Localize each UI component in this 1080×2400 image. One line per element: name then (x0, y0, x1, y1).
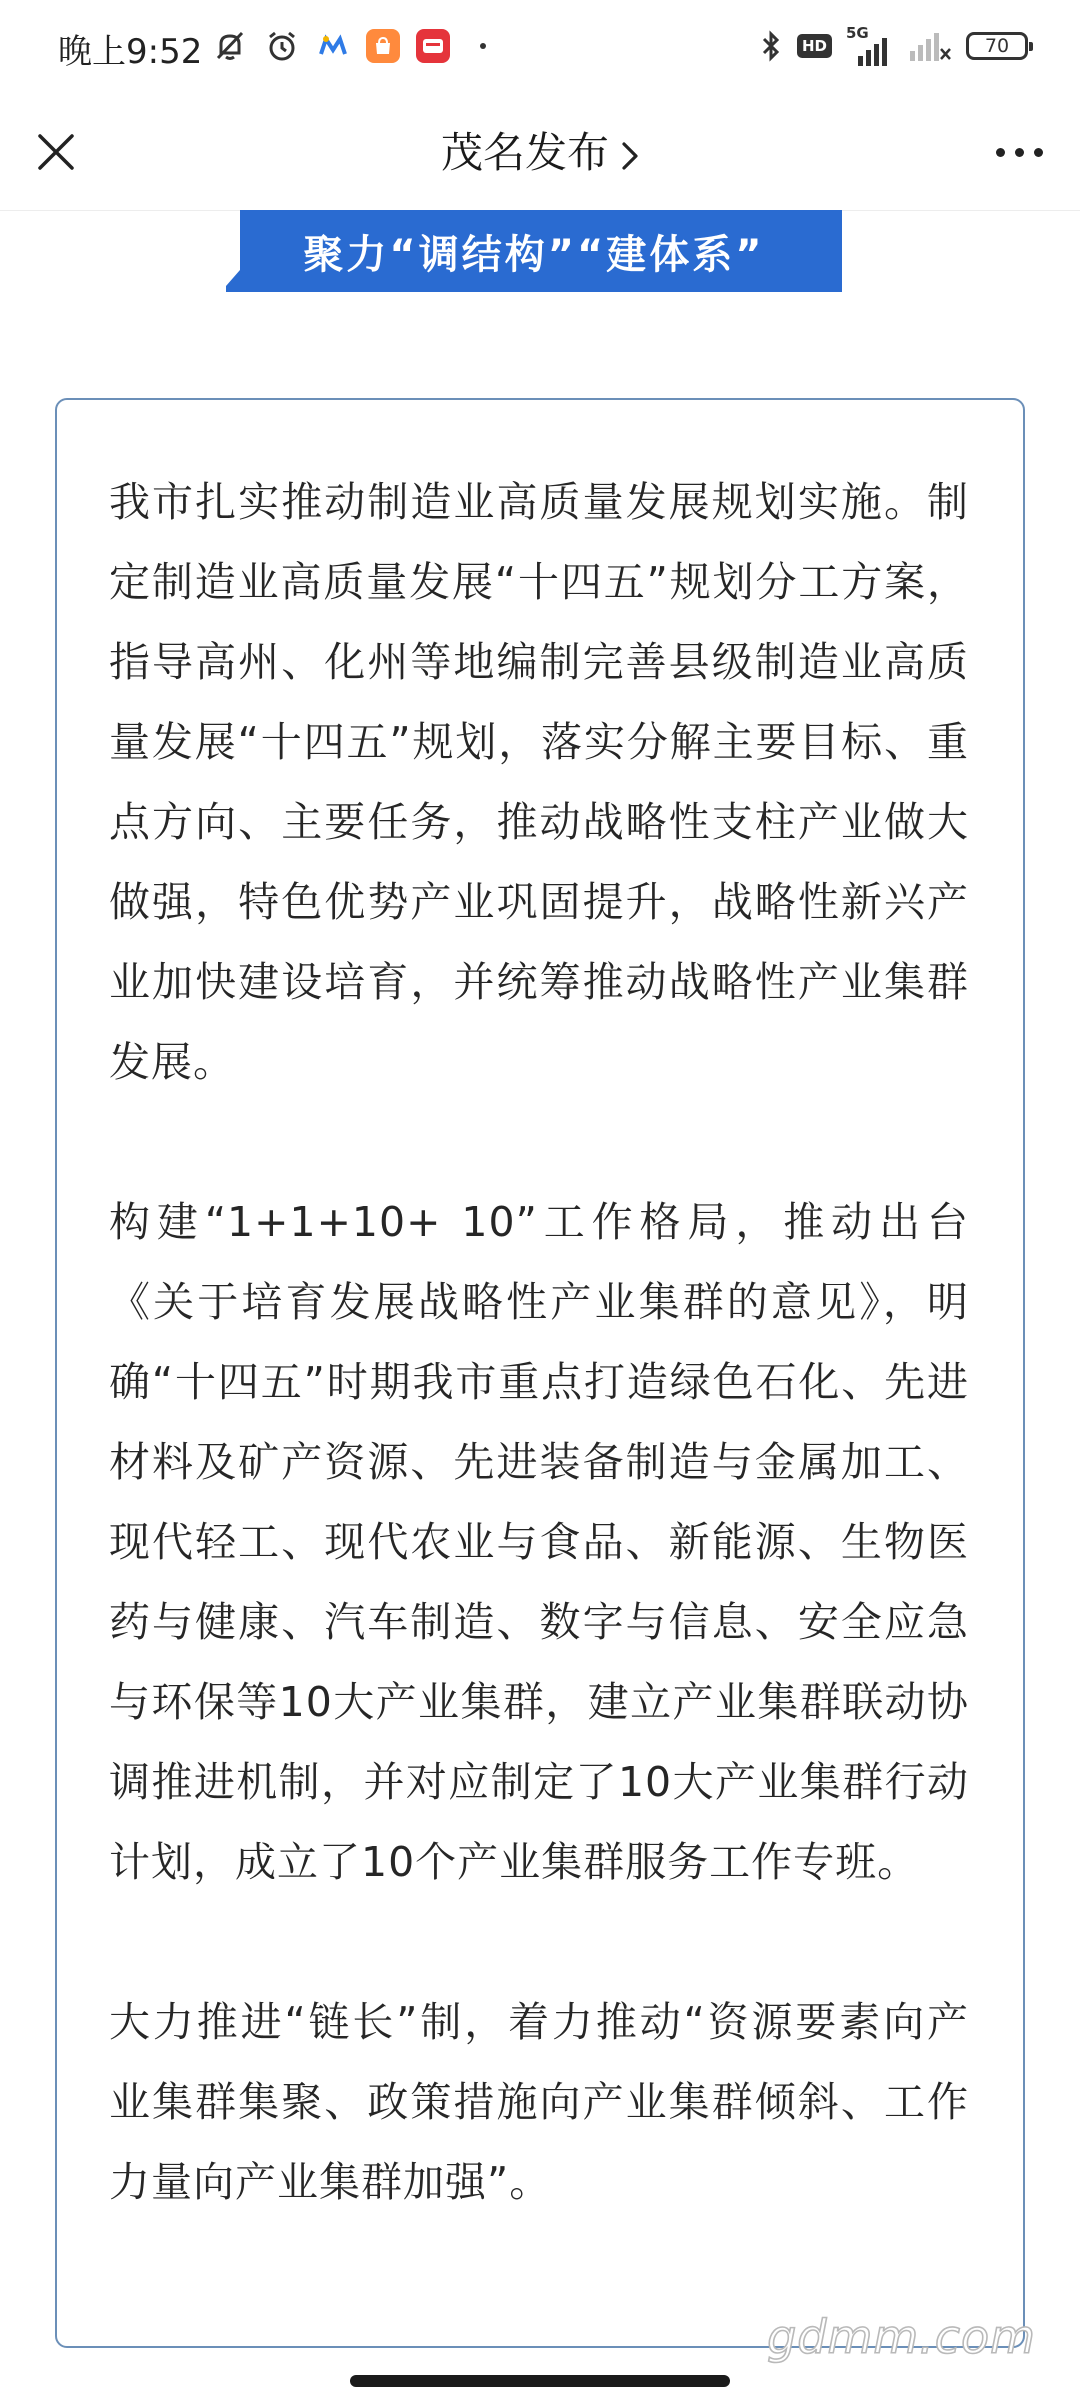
more-options-button[interactable] (984, 126, 1054, 178)
more-dot-icon (1034, 148, 1043, 157)
m-app-icon (316, 29, 350, 63)
news-app-icon (416, 29, 450, 63)
hd-badge: HD (797, 34, 832, 58)
network-type-label: 5G (846, 24, 869, 42)
section-banner (226, 210, 842, 292)
battery-level: 70 (984, 35, 1010, 57)
article-card (55, 398, 1025, 2348)
shopping-app-icon (366, 29, 400, 63)
article-paragraph-3: 大力推进“链长”制，着力推动“资源要素向产业集群集聚、政策措施向产业集群倾斜、工作力量向产业集群加强”。 (109, 1998, 969, 2206)
signal-bars-icon (848, 38, 894, 66)
home-indicator[interactable] (350, 2375, 730, 2387)
more-dot-icon (996, 148, 1005, 157)
watermark: gdmm.com (767, 2310, 1036, 2364)
nav-bar (0, 96, 1080, 211)
mute-bell-icon (212, 28, 248, 64)
article-paragraph-1: 我市扎实推动制造业高质量发展规划实施。制定制造业高质量发展“十四五”规划分工方案，指导高州、化州等地编制完善县级制造业高质量发展“十四五”规划，落实分解主要目标、重点方向、主要任务，推动战略性支柱产业做大做强，特色优势产业巩固提升，战略性新兴产业加快建设培育，并统筹推动战略性产业集群发展。 (109, 478, 969, 1086)
more-notifications-dot (480, 43, 486, 49)
banner-text: 聚力“调结构”“建体系” (303, 231, 765, 278)
bluetooth-icon (759, 28, 783, 64)
status-right-icons (759, 24, 1028, 68)
chevron-right-icon (621, 141, 639, 171)
signal-5g (846, 26, 894, 66)
article-paragraph-2: 构建“1+1+10+ 10”工作格局，推动出台《关于培育发展战略性产业集群的意见》，明确“十四五”时期我市重点打造绿色石化、先进材料及矿产资源、先进装备制造与金属加工、现代轻工、现代农业与食品、新能源、生物医药与健康、汽车制造、数字与信息、安全应急与环保等10大产业集群，建立产业集群联动协调推进机制，并对应制定了10大产业集群行动计划，成立了10个产业集群服务工作专班。 (109, 1198, 969, 1886)
status-time: 晚上9:52 (58, 32, 203, 72)
battery-icon (966, 32, 1028, 60)
status-bar (0, 0, 1080, 96)
account-title-link[interactable] (0, 120, 1080, 180)
status-left-icons (212, 26, 486, 66)
signal-no-service-icon (908, 31, 952, 61)
more-dot-icon (1015, 148, 1024, 157)
page-title: 茂名发布 (440, 128, 609, 177)
alarm-clock-icon (264, 28, 300, 64)
